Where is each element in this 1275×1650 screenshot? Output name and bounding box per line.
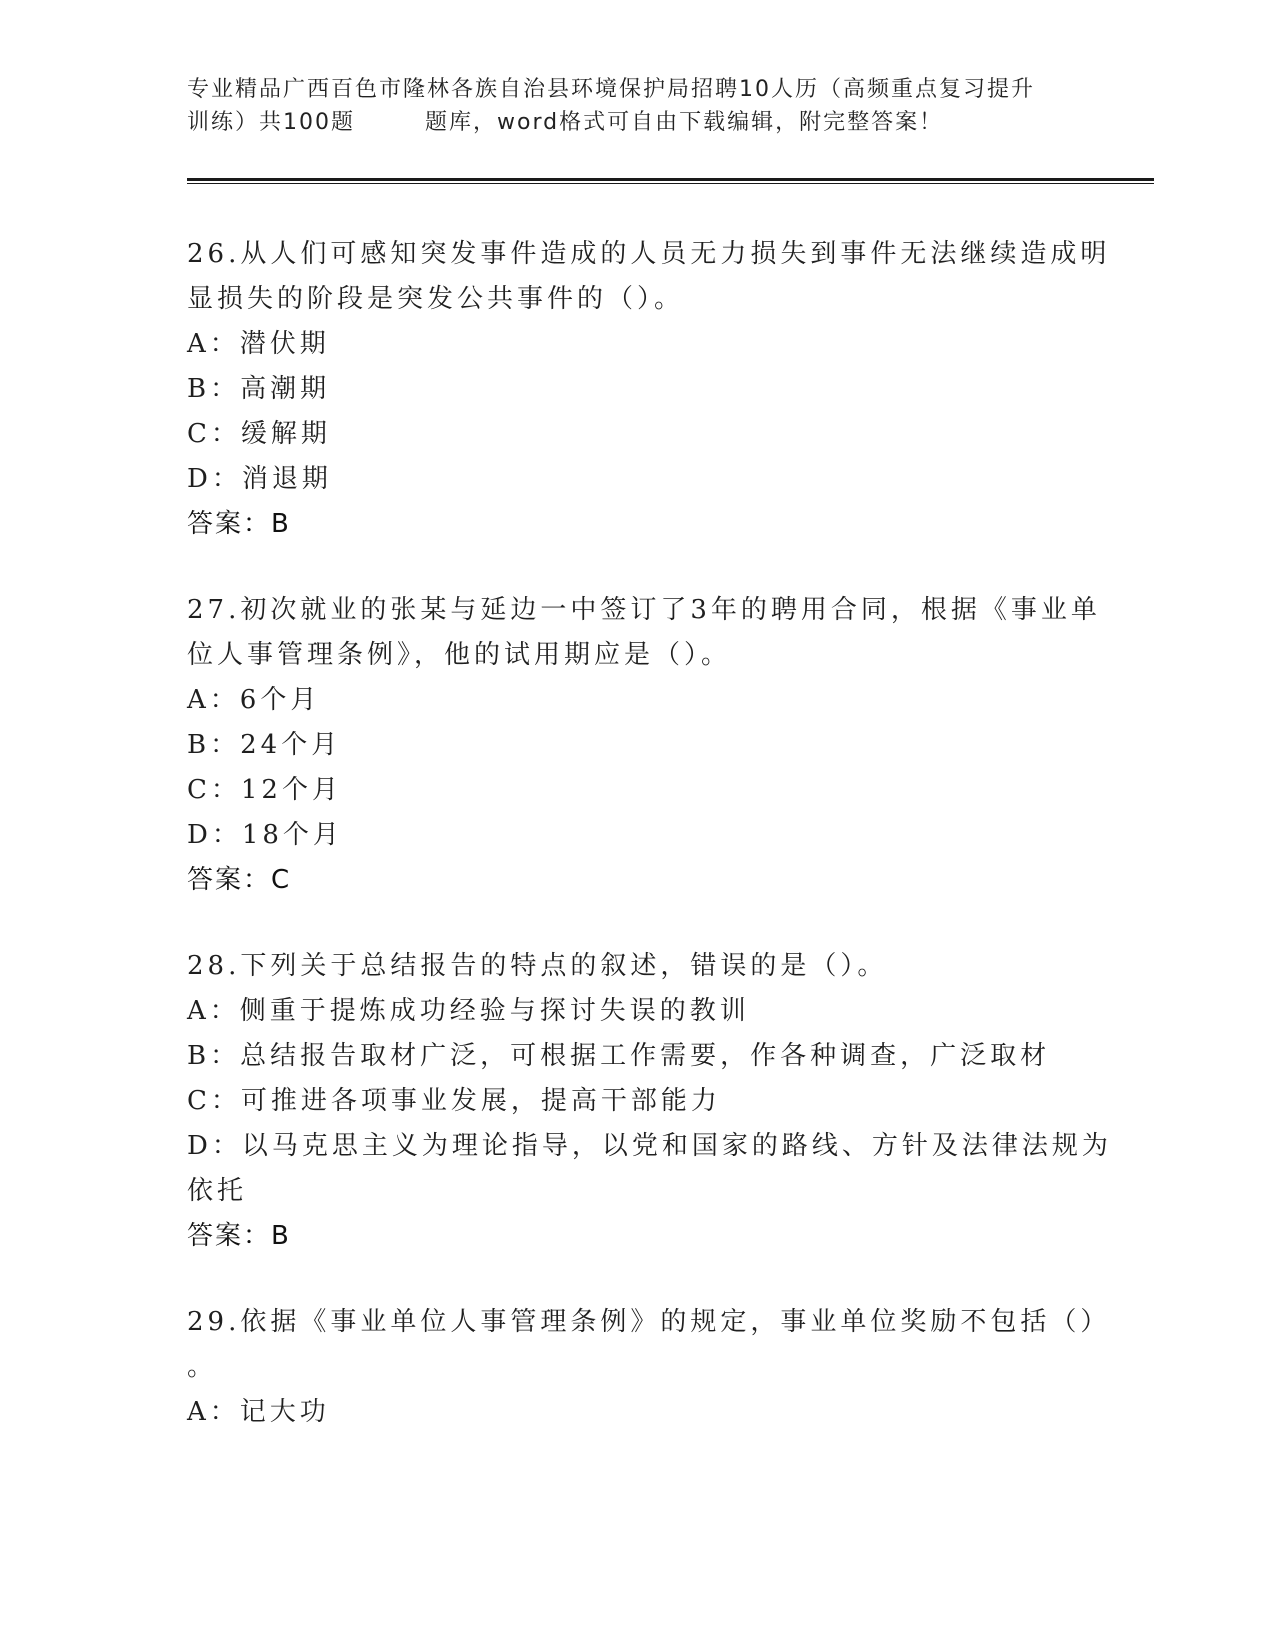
question-stem: 28.下列关于总结报告的特点的叙述，错误的是（）。 <box>187 951 888 981</box>
question-list <box>187 232 1112 1435</box>
option-d: D：以马克思主义为理论指导，以党和国家的路线、方针及法律法规为 <box>187 1131 1112 1161</box>
header-title-line-2 <box>187 106 1067 139</box>
header-divider-thin <box>187 183 1154 184</box>
question-28 <box>187 944 1112 1259</box>
answer-line: 答案：B <box>187 509 291 539</box>
option-d: D：消退期 <box>187 464 332 494</box>
option-a: A：记大功 <box>187 1397 330 1427</box>
option-a: A：潜伏期 <box>187 329 330 359</box>
option-b: B：总结报告取材广泛，可根据工作需要，作各种调查，广泛取材 <box>187 1041 1051 1071</box>
question-stem: 27.初次就业的张某与延边一中签订了3年的聘用合同，根据《事业单 <box>187 595 1101 625</box>
option-a: A：6个月 <box>187 685 321 715</box>
question-stem: 26.从人们可感知突发事件造成的人员无力损失到事件无法继续造成明 <box>187 239 1111 269</box>
document-header <box>187 73 1067 139</box>
question-stem-continued: 。 <box>187 1352 218 1382</box>
question-stem: 位人事管理条例》，他的试用期应是（）。 <box>187 640 732 670</box>
question-stem: 显损失的阶段是突发公共事件的（）。 <box>187 284 685 314</box>
header-title-line-1: 专业精品广西百色市隆林各族自治县环境保护局招聘10人历（高频重点复习提升 <box>187 77 1035 102</box>
option-b: B：高潮期 <box>187 374 331 404</box>
question-29 <box>187 1300 1111 1435</box>
option-b: B：24个月 <box>187 730 342 760</box>
header-divider-thick <box>187 178 1154 181</box>
option-d-continued: 依托 <box>187 1176 248 1206</box>
answer-line: 答案：C <box>187 865 292 895</box>
question-stem: 29.依据《事业单位人事管理条例》的规定，事业单位奖励不包括（） <box>187 1307 1111 1337</box>
option-c: C：12个月 <box>187 775 342 805</box>
question-26 <box>187 232 1111 547</box>
header-title-part-2: 题库，word格式可自由下载编辑，附完整答案！ <box>425 110 944 135</box>
question-27 <box>187 588 1101 903</box>
option-a: A：侧重于提炼成功经验与探讨失误的教训 <box>187 996 750 1026</box>
option-c: C：可推进各项事业发展，提高干部能力 <box>187 1086 721 1116</box>
option-d: D：18个月 <box>187 820 343 850</box>
option-c: C：缓解期 <box>187 419 331 449</box>
answer-line: 答案：B <box>187 1221 291 1251</box>
header-title-part-1: 训练）共100题 <box>187 110 355 135</box>
